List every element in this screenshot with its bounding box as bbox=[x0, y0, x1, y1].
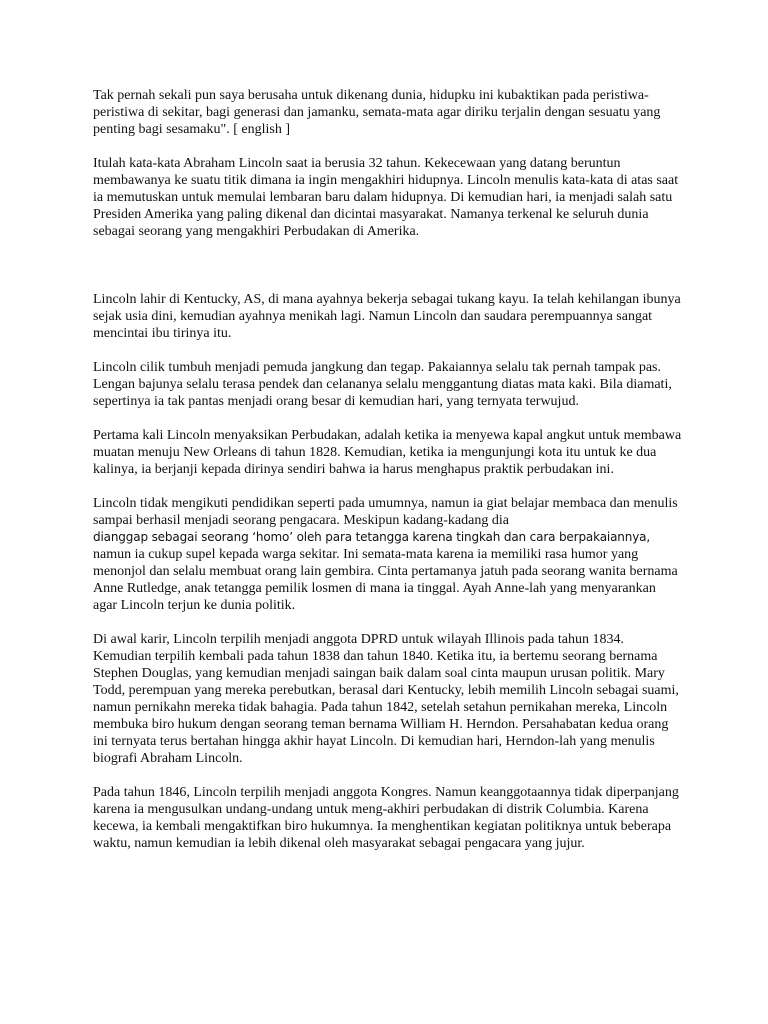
education-text-1: Lincoln tidak mengikuti pendidikan seperti pada umumnya, namun ia giat belajar membaca dan menulis sampai berhasil menjadi seorang pengacara. Meskipun kadang-kadang dia bbox=[93, 496, 678, 528]
education-text-2: dianggap sebagai seorang ‘homo’ oleh para tetangga karena tingkah dan cara berpakaiannya, bbox=[93, 530, 651, 544]
paragraph-slavery: Pertama kali Lincoln menyaksikan Perbudakan, adalah ketika ia menyewa kapal angkut untuk membawa muatan menuju New Orleans di tahun 1828. Kemudian, ketika ia mengunjungi kota itu untuk ke dua kalinya, ia berjanji kepada dirinya sendiri bahwa ia harus menghapus praktik perbudakan ini. bbox=[93, 428, 682, 477]
education-text-3: namun ia cukup supel kepada warga sekitar. Ini semata-mata karena ia memiliki rasa humor yang menonjol dan selalu membuat orang lain gembira. Cinta pertamanya jatuh pada seorang wanita bernama Anne Rutledge, anak tetangga pemilik losmen di mana ia tinggal. Ayah Anne-lah yang menyarankan agar Lincoln terjun ke dunia politik. bbox=[93, 547, 678, 613]
paragraph-education bbox=[93, 495, 683, 614]
document-body bbox=[93, 87, 683, 869]
paragraph-intro: Itulah kata-kata Abraham Lincoln saat ia berusia 32 tahun. Kekecewaan yang datang beruntun membawanya ke suatu titik dimana ia ingin mengakhiri hidupnya. Lincoln menulis kata-kata di atas saat ia memutuskan untuk memulai lembaran baru dalam hidupnya. Di kemudian hari, ia menjadi salah satu Presiden Amerika yang paling dikenal dan dicintai masyarakat. Namanya terkenal ke seluruh dunia sebagai seorang yang mengakhiri Perbudakan di Amerika. bbox=[93, 156, 679, 239]
paragraph-youth: Lincoln cilik tumbuh menjadi pemuda jangkung dan tegap. Pakaiannya selalu tak pernah tampak pas. Lengan bajunya selalu terasa pendek dan celananya selalu menggantung diatas mata kaki. Bila diamati, sepertinya ia tak pantas menjadi orang besar di kemudian hari, yang ternyata terwujud. bbox=[93, 360, 672, 409]
paragraph-birth: Lincoln lahir di Kentucky, AS, di mana ayahnya bekerja sebagai tukang kayu. Ia telah kehilangan ibunya sejak usia dini, kemudian ayahnya menikah lagi. Namun Lincoln dan saudara perempuannya sangat mencintai ibu tirinya itu. bbox=[93, 292, 681, 341]
paragraph-career: Di awal karir, Lincoln terpilih menjadi anggota DPRD untuk wilayah Illinois pada tahun 1834. Kemudian terpilih kembali pada tahun 1838 dan tahun 1840. Ketika itu, ia bertemu seorang bernama Stephen Douglas, yang kemudian menjadi saingan baik dalam soal cinta maupun urusan politik. Mary Todd, perempuan yang mereka perebutkan, berasal dari Kentucky, lebih memilih Lincoln sebagai suami, namun pernikahn mereka tidak bahagia. Pada tahun 1842, setelah setahun pernikahan mereka, Lincoln membuka biro hukum dengan seorang teman bernama William H. Herndon. Persahabatan kedua orang ini ternyata terus bertahan hingga akhir hayat Lincoln. Di kemudian hari, Herndon-lah yang menulis biografi Abraham Lincoln. bbox=[93, 632, 679, 766]
paragraph-congress: Pada tahun 1846, Lincoln terpilih menjadi anggota Kongres. Namun keanggotaannya tidak diperpanjang karena ia mengusulkan undang-undang untuk meng-akhiri perbudakan di distrik Columbia. Karena kecewa, ia kembali mengaktifkan biro hukumnya. Ia menghentikan kegiatan politiknya untuk beberapa waktu, namun kemudian ia lebih dikenal oleh masyarakat sebagai pengacara yang jujur. bbox=[93, 785, 679, 851]
paragraph-quote: Tak pernah sekali pun saya berusaha untuk dikenang dunia, hidupku ini kubaktikan pada peristiwa-peristiwa di sekitar, bagi generasi dan jamanku, semata-mata agar diriku terjalin dengan sesuatu yang penting bagi sesamaku". [ english ] bbox=[93, 88, 661, 137]
